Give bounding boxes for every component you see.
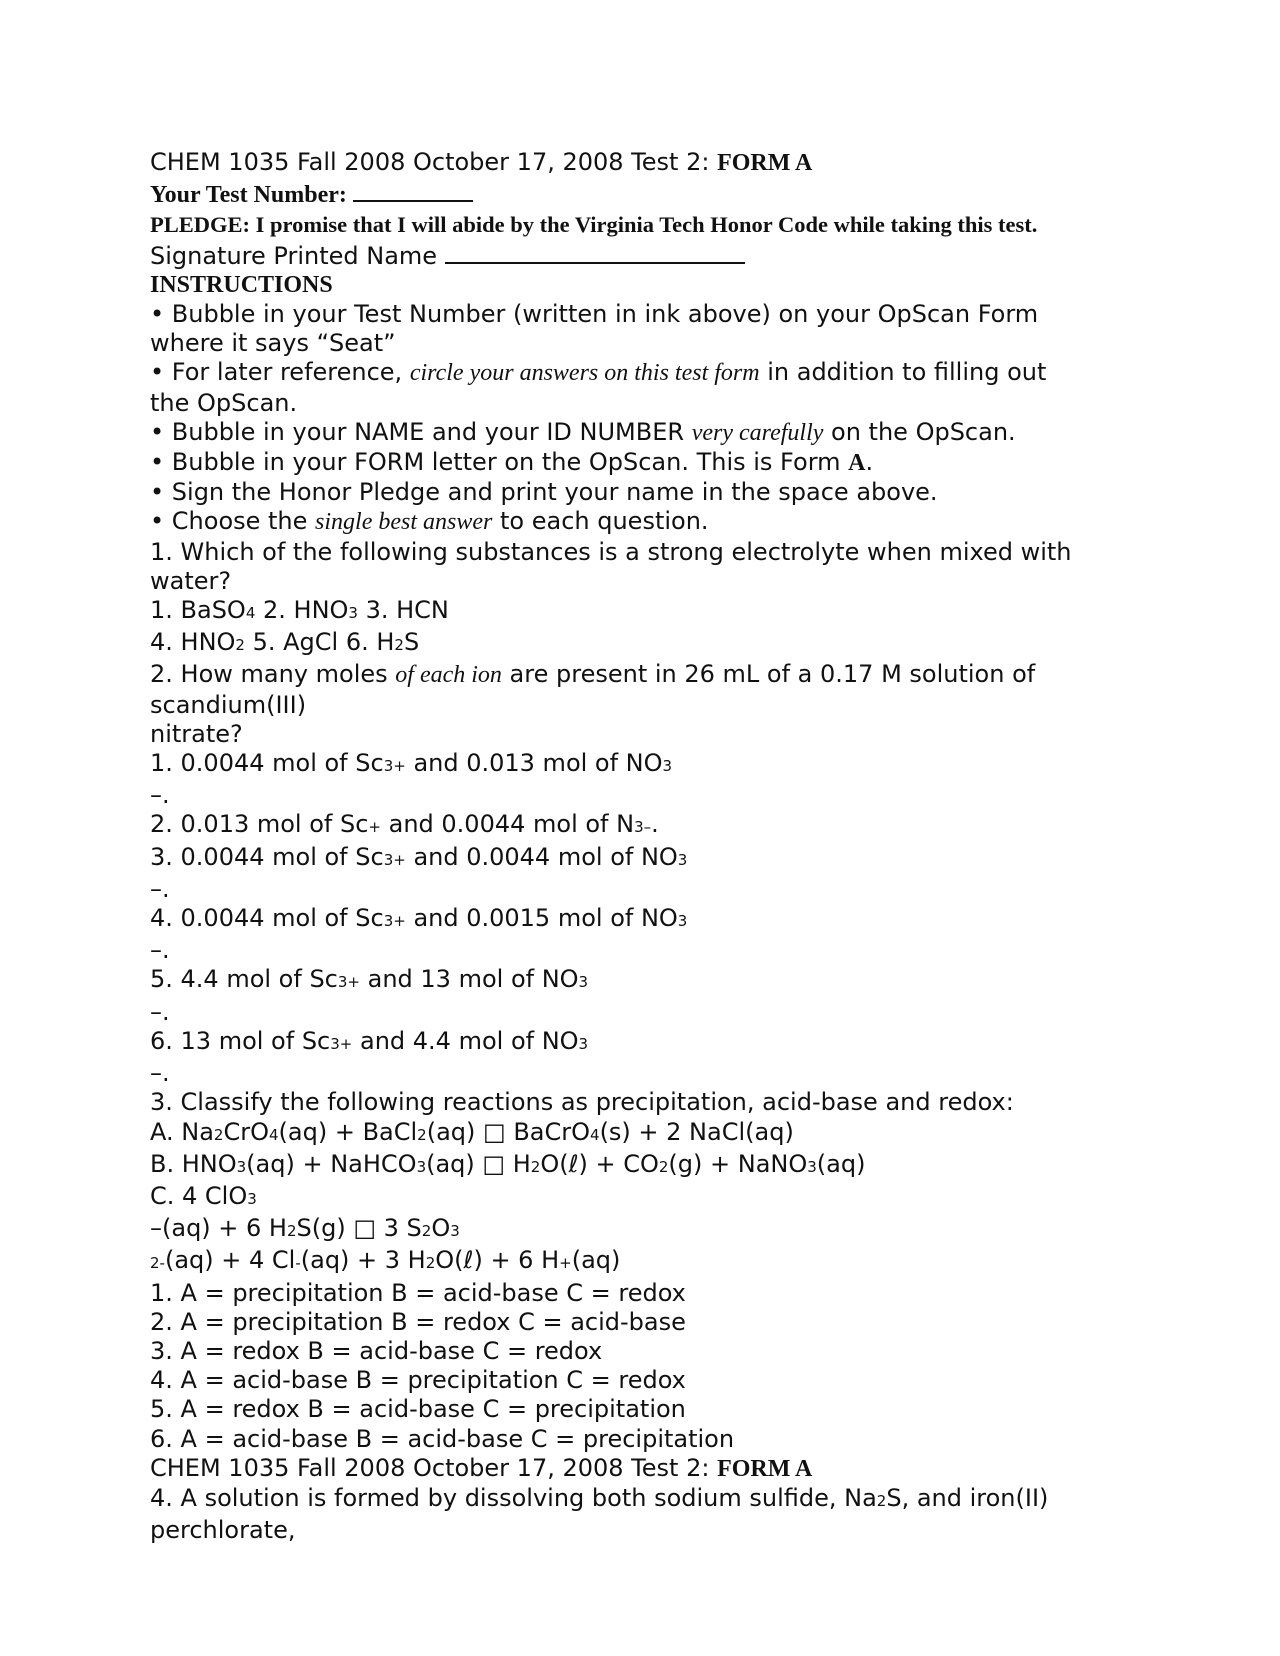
q3-text: –(aq) + 6 H bbox=[150, 1214, 287, 1243]
instruction-5: • Sign the Honor Pledge and print your name in the space above. bbox=[150, 478, 938, 507]
q3-option-1[interactable]: 1. A = precipitation B = acid-base C = redox bbox=[150, 1278, 686, 1307]
q3-text: O(ℓ) + 6 H bbox=[435, 1246, 560, 1275]
q3-option-4[interactable]: 4. A = acid-base B = precipitation C = redox bbox=[150, 1366, 686, 1395]
q1-subscript: 2 bbox=[235, 636, 245, 655]
instruction-6 bbox=[150, 507, 1130, 537]
q1-options-row-1[interactable] bbox=[150, 596, 1130, 628]
q3-subscript: 3 bbox=[236, 1157, 247, 1176]
q2-option-4[interactable] bbox=[150, 904, 1130, 936]
instruction-6-post: to each question. bbox=[492, 507, 709, 536]
q2-stem-post: are present in 26 mL of a 0.17 M solution of bbox=[501, 660, 1036, 689]
q3-text: (aq) bbox=[816, 1149, 866, 1178]
q3-stem: 3. Classify the following reactions as precipitation, acid-base and redox: bbox=[150, 1088, 1014, 1117]
q3-text: C. 4 ClO bbox=[150, 1181, 248, 1210]
q2-text: 2. 0.013 mol of Sc bbox=[150, 810, 369, 839]
instruction-1b: where it says “Seat” bbox=[150, 329, 396, 358]
q3-subscript: 4 bbox=[268, 1125, 279, 1144]
q2-text: and 0.0015 mol of NO bbox=[405, 904, 678, 933]
instruction-4-post: . bbox=[865, 448, 874, 477]
q2-text: and 0.0044 mol of NO bbox=[405, 842, 678, 871]
instruction-3-emphasis: very carefully bbox=[691, 419, 824, 446]
q4-stem-a bbox=[150, 1484, 1130, 1516]
q3-subscript: 4 bbox=[590, 1125, 600, 1144]
q3-subscript: 2 bbox=[286, 1222, 297, 1241]
q3-text: O bbox=[431, 1214, 451, 1243]
q1-text: 3. HCN bbox=[357, 596, 449, 625]
q2-superscript: + bbox=[368, 818, 381, 837]
q2-option-3[interactable] bbox=[150, 843, 1130, 875]
q3-subscript: 2 bbox=[530, 1157, 541, 1176]
q2-superscript: 3+ bbox=[330, 1034, 353, 1053]
instructions-heading: INSTRUCTIONS bbox=[150, 271, 333, 298]
q1-subscript: 3 bbox=[348, 604, 358, 623]
q2-option-4-tail: –. bbox=[150, 936, 170, 965]
q3-option-5[interactable]: 5. A = redox B = acid-base C = precipitation bbox=[150, 1395, 686, 1424]
q2-subscript: 3 bbox=[662, 757, 673, 776]
signature-row bbox=[150, 240, 1130, 271]
header-course: CHEM 1035 Fall 2008 October 17, 2008 Test 2: bbox=[150, 148, 710, 176]
q3-reaction-c-line-3 bbox=[150, 1246, 1130, 1278]
q2-option-2[interactable] bbox=[150, 810, 1130, 842]
q3-subscript: 3 bbox=[416, 1157, 427, 1176]
q2-option-3-tail: –. bbox=[150, 874, 170, 903]
q2-subscript: 3 bbox=[578, 973, 589, 992]
q1-subscript: 2 bbox=[394, 636, 404, 655]
q1-text: 4. HNO bbox=[150, 628, 236, 657]
q3-subscript: 2 bbox=[213, 1125, 224, 1144]
q3-subscript: 2 bbox=[421, 1222, 432, 1241]
q2-option-6[interactable] bbox=[150, 1027, 1130, 1059]
q2-stem bbox=[150, 660, 1130, 690]
q3-subscript: 2 bbox=[658, 1157, 669, 1176]
test-number-row bbox=[150, 178, 1130, 210]
q3-text: A. Na bbox=[150, 1117, 214, 1146]
q2-superscript: 3– bbox=[634, 818, 652, 837]
q2-superscript: 3+ bbox=[337, 973, 360, 992]
q4-stem-b: perchlorate, bbox=[150, 1516, 296, 1545]
q1-text: 5. AgCl 6. H bbox=[244, 628, 395, 657]
q3-subscript: 2 bbox=[417, 1125, 427, 1144]
instruction-2 bbox=[150, 358, 1130, 388]
q2-stem-emphasis: of each ion bbox=[395, 662, 502, 689]
pledge: PLEDGE: I promise that I will abide by the Virginia Tech Honor Code while taking this test. bbox=[150, 212, 1038, 238]
instruction-6-pre: • Choose the bbox=[150, 507, 316, 536]
q2-superscript: 3+ bbox=[383, 850, 406, 869]
q3-reaction-c-line-2 bbox=[150, 1214, 1130, 1246]
q3-text: (aq) + BaCl bbox=[278, 1117, 418, 1146]
q3-reaction-c-line-1 bbox=[150, 1182, 1130, 1214]
q2-text: 5. 4.4 mol of Sc bbox=[150, 965, 338, 994]
instruction-4 bbox=[150, 448, 1130, 478]
instruction-1a: • Bubble in your Test Number (written in ink above) on your OpScan Form bbox=[150, 300, 1039, 329]
q2-text: 6. 13 mol of Sc bbox=[150, 1026, 331, 1055]
header2-course: CHEM 1035 Fall 2008 October 17, 2008 Test 2: bbox=[150, 1453, 710, 1482]
q3-option-6[interactable]: 6. A = acid-base B = acid-base C = precipitation bbox=[150, 1424, 735, 1453]
q1-text: 2. HNO bbox=[255, 596, 349, 625]
q3-text: (g) + NaNO bbox=[668, 1149, 808, 1178]
instruction-2-pre: • For later reference, bbox=[150, 358, 410, 387]
q2-stem-b: scandium(III) bbox=[150, 690, 307, 719]
q2-stem-pre: 2. How many moles bbox=[150, 660, 396, 689]
q3-text: B. HNO bbox=[150, 1149, 237, 1178]
q1-subscript: 4 bbox=[245, 604, 256, 623]
q1-stem-b: water? bbox=[150, 566, 232, 595]
q2-text: 4. 0.0044 mol of Sc bbox=[150, 904, 384, 933]
q3-reaction-a bbox=[150, 1118, 1130, 1150]
q3-text: (aq) bbox=[571, 1246, 621, 1275]
instruction-2-emphasis: circle your answers on this test form bbox=[409, 360, 760, 387]
q3-text: (aq) + 4 Cl bbox=[164, 1246, 296, 1275]
q3-superscript: + bbox=[559, 1254, 572, 1273]
q3-subscript: 3 bbox=[450, 1222, 460, 1241]
q2-subscript: 3 bbox=[677, 850, 688, 869]
q3-text: (aq) + 3 H bbox=[300, 1246, 426, 1275]
q2-superscript: 3+ bbox=[383, 912, 406, 931]
q2-text: 3. 0.0044 mol of Sc bbox=[150, 842, 384, 871]
signature-label: Signature Printed Name bbox=[150, 241, 438, 270]
q3-text: (aq) □ H bbox=[426, 1149, 531, 1178]
q3-superscript: 2- bbox=[150, 1254, 165, 1273]
q2-text: and 0.013 mol of NO bbox=[405, 749, 663, 778]
q3-text: (aq) □ BaCrO bbox=[426, 1117, 591, 1146]
q3-text: (aq) + NaHCO bbox=[246, 1149, 417, 1178]
header2-form: FORM A bbox=[717, 1455, 813, 1482]
instruction-3-pre: • Bubble in your NAME and your ID NUMBER bbox=[150, 417, 692, 446]
q3-option-3[interactable]: 3. A = redox B = acid-base C = redox bbox=[150, 1336, 603, 1365]
q2-option-1[interactable] bbox=[150, 749, 1130, 781]
q2-superscript: 3+ bbox=[383, 757, 406, 776]
q1-stem-a: 1. Which of the following substances is a strong electrolyte when mixed with bbox=[150, 537, 1072, 566]
q2-option-5[interactable] bbox=[150, 965, 1130, 997]
q2-text: . bbox=[651, 810, 659, 839]
page-header bbox=[150, 148, 1130, 178]
page-header-repeat bbox=[150, 1454, 1130, 1484]
test-number-label: Your Test Number: bbox=[150, 182, 347, 209]
q1-options-row-2[interactable] bbox=[150, 628, 1130, 660]
q3-text: CrO bbox=[223, 1117, 269, 1146]
signature-blank[interactable] bbox=[445, 240, 745, 264]
q3-superscript: - bbox=[295, 1254, 301, 1273]
instruction-3 bbox=[150, 418, 1130, 448]
q2-option-1-tail: –. bbox=[150, 781, 170, 810]
instruction-2-post: in addition to filling out bbox=[759, 358, 1047, 387]
q2-text: 1. 0.0044 mol of Sc bbox=[150, 749, 384, 778]
q2-subscript: 3 bbox=[677, 912, 688, 931]
instruction-4-pre: • Bubble in your FORM letter on the OpScan. This is Form bbox=[150, 448, 849, 477]
q2-text: and 4.4 mol of NO bbox=[352, 1026, 579, 1055]
header-form: FORM A bbox=[717, 150, 813, 176]
test-page bbox=[150, 148, 1130, 1545]
q3-text: S(g) □ 3 S bbox=[296, 1214, 422, 1243]
q1-text: S bbox=[403, 628, 420, 657]
q2-option-6-tail: –. bbox=[150, 1059, 170, 1088]
q3-reaction-b bbox=[150, 1150, 1130, 1182]
q4-subscript: 2 bbox=[876, 1491, 887, 1510]
q3-subscript: 2 bbox=[425, 1254, 436, 1273]
q3-option-2[interactable]: 2. A = precipitation B = redox C = acid-base bbox=[150, 1307, 686, 1336]
q3-subscript: 3 bbox=[807, 1157, 817, 1176]
q2-subscript: 3 bbox=[578, 1034, 589, 1053]
instruction-6-emphasis: single best answer bbox=[315, 509, 493, 536]
q2-stem-c: nitrate? bbox=[150, 719, 243, 748]
instruction-4-form-letter: A bbox=[848, 450, 866, 477]
q2-option-5-tail: –. bbox=[150, 997, 170, 1026]
q4-text: 4. A solution is formed by dissolving both sodium sulfide, Na bbox=[150, 1483, 877, 1512]
q2-text: and 0.0044 mol of N bbox=[381, 810, 635, 839]
q1-text: 1. BaSO bbox=[150, 596, 246, 625]
q3-text: O(ℓ) + CO bbox=[540, 1149, 659, 1178]
q3-text: (s) + 2 NaCl(aq) bbox=[599, 1117, 794, 1146]
q3-subscript: 3 bbox=[247, 1189, 257, 1208]
instruction-3-post: on the OpScan. bbox=[823, 417, 1016, 446]
q4-text: S, and iron(II) bbox=[886, 1483, 1049, 1512]
instruction-2b: the OpScan. bbox=[150, 388, 298, 417]
test-number-blank[interactable] bbox=[353, 178, 473, 202]
q2-text: and 13 mol of NO bbox=[360, 965, 579, 994]
